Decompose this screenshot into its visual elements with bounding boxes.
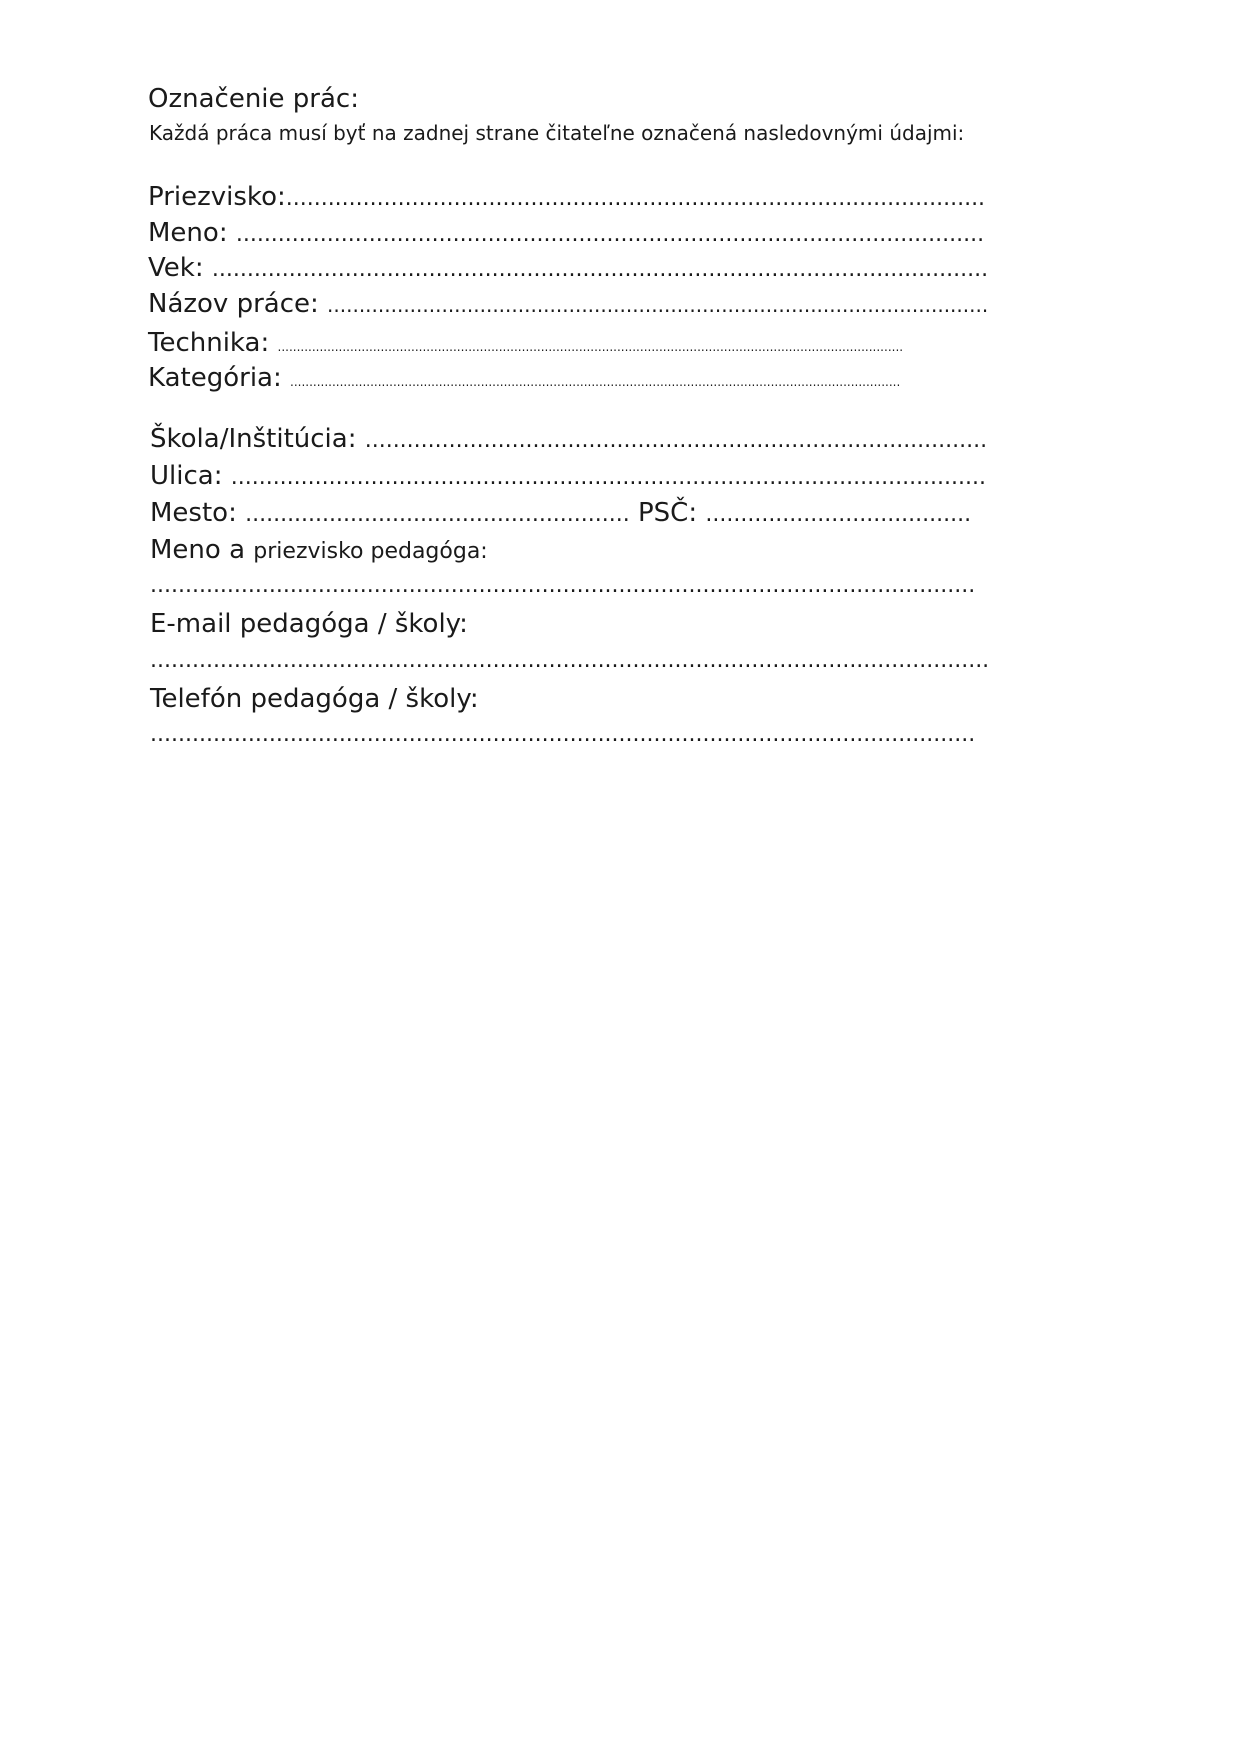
field-street-label: Ulica:: [150, 461, 231, 491]
field-technique-label: Technika:: [148, 328, 278, 358]
field-city-psc: [150, 500, 971, 526]
field-street-dots: ............................................................................................................: [230, 465, 986, 490]
field-first-name: [148, 220, 984, 246]
field-teacher-email-dots: ........................................................................................................................: [150, 648, 990, 673]
field-teacher-phone-label: Telefón pedagóga / školy:: [150, 684, 479, 714]
field-city-dots: .......................................................: [245, 502, 630, 527]
field-psc-dots: ......................................: [705, 502, 972, 527]
field-teacher-name-label: [150, 537, 488, 563]
field-technique-dots: ....................................................................................................................................................................: [277, 340, 904, 354]
field-city-label: Mesto:: [150, 498, 246, 528]
field-work-title-label: Názov práce:: [148, 289, 328, 319]
field-teacher-phone-dots: ......................................................................................................................: [150, 722, 976, 747]
field-category: [148, 365, 900, 391]
field-work-title: [148, 291, 988, 317]
field-teacher-name-label-b: priezvisko pedagóga:: [253, 539, 488, 564]
field-street: [150, 463, 986, 489]
field-school-label: Škola/Inštitúcia:: [150, 424, 365, 454]
field-psc-label: PSČ:: [638, 498, 706, 528]
field-category-label: Kategória:: [148, 363, 290, 393]
field-teacher-email-label: E-mail pedagóga / školy:: [150, 609, 468, 639]
field-surname: [148, 184, 985, 210]
field-surname-dots: ....................................................................................................: [285, 186, 986, 211]
field-category-dots: ................................................................................................................................................................: [290, 375, 901, 389]
field-teacher-name-dots: ......................................................................................................................: [150, 573, 976, 598]
field-school: [150, 426, 987, 452]
field-age: [148, 255, 988, 281]
field-age-dots: ...............................................................................................................: [211, 257, 989, 282]
field-school-dots: .........................................................................................: [364, 428, 988, 453]
field-teacher-name-label-a: Meno a: [150, 535, 254, 565]
field-first-name-label: Meno:: [148, 218, 236, 248]
page-title: Označenie prác:: [148, 84, 359, 114]
intro-text: Každá práca musí byť na zadnej strane čitateľne označená nasledovnými údajmi:: [149, 121, 965, 145]
field-technique: [148, 330, 903, 356]
field-surname-label: Priezvisko:: [148, 182, 286, 212]
field-work-title-dots: ........................................................................................................: [327, 293, 989, 317]
field-first-name-dots: ...........................................................................................................: [235, 222, 985, 247]
field-age-label: Vek:: [148, 253, 212, 283]
